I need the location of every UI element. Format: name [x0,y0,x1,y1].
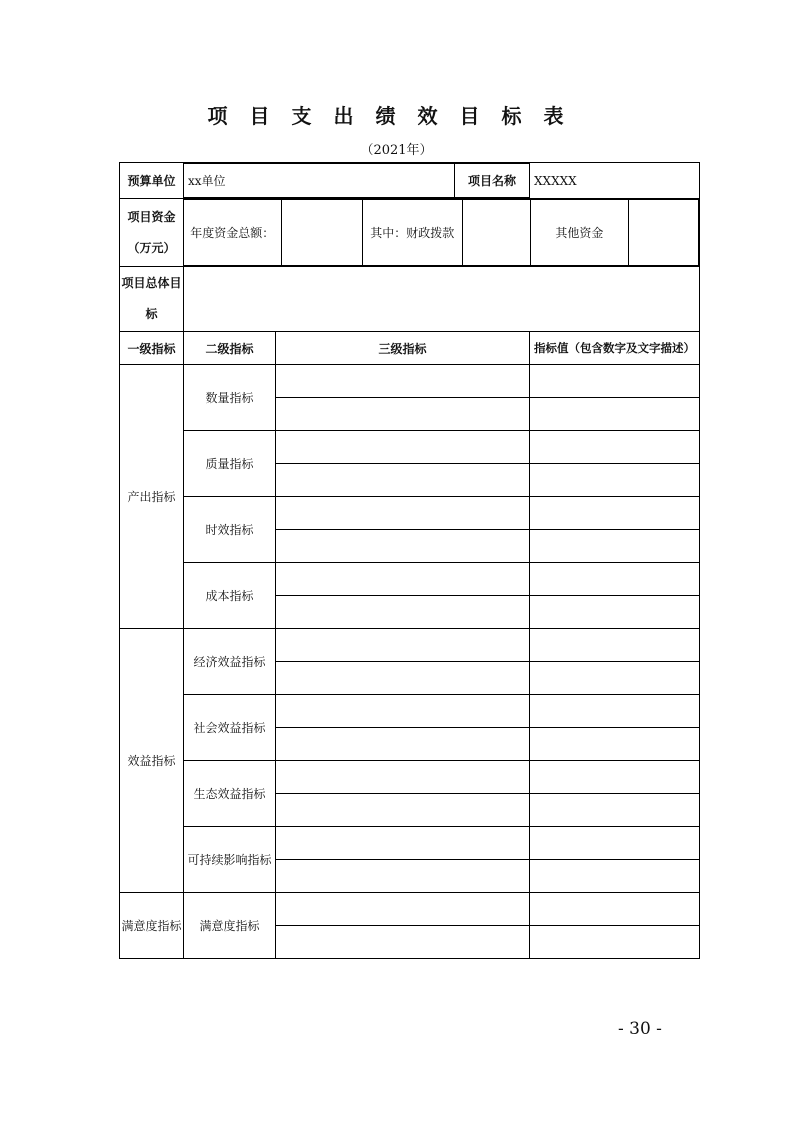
level2-indicator: 可持续影响指标 [184,827,276,893]
indicator-value-cell[interactable] [530,629,700,662]
indicator-value-cell[interactable] [530,893,700,926]
indicator-row [120,497,700,530]
level3-indicator-cell[interactable] [276,596,530,629]
level2-indicator: 成本指标 [184,563,276,629]
page-title: 项目支出绩效目标表 [207,104,586,128]
level2-indicator: 经济效益指标 [184,629,276,695]
indicator-value-cell[interactable] [530,926,700,959]
overall-goal-line1: 项目总体目 [121,276,182,290]
level2-indicator: 质量指标 [184,431,276,497]
level3-indicator-cell[interactable] [276,365,530,398]
project-name-value[interactable]: XXXXX [530,163,700,199]
level3-indicator-cell[interactable] [276,431,530,464]
annual-total-label: 年度资金总额： [184,200,281,266]
level3-indicator-cell[interactable] [276,794,530,827]
indicator-row [120,827,700,860]
level2-indicator: 时效指标 [184,497,276,563]
indicator-row [120,761,700,794]
budget-unit-row [120,163,700,199]
level2-indicator: 生态效益指标 [184,761,276,827]
other-funds-label: 其他资金 [530,200,628,266]
year-label: （2021年） [360,143,433,158]
overall-goal-line2: 标 [145,307,158,321]
indicator-value-cell[interactable] [530,761,700,794]
level3-indicator-cell[interactable] [276,464,530,497]
level1-indicator: 满意度指标 [120,893,184,959]
indicator-value-cell[interactable] [530,662,700,695]
budget-unit-label: 预算单位 [120,163,184,199]
header-value: 指标值（包含数字及文字描述） [530,332,700,365]
indicator-value-cell[interactable] [530,794,700,827]
fiscal-value[interactable] [462,200,530,266]
level3-indicator-cell[interactable] [276,926,530,959]
indicator-value-cell[interactable] [530,827,700,860]
annual-total-value[interactable] [281,200,362,266]
funds-label-line2: （万元） [127,240,176,255]
level3-indicator-cell[interactable] [276,728,530,761]
indicator-row [120,431,700,464]
header-level3: 三级指标 [276,332,530,365]
header-level1: 一级指标 [120,332,184,365]
level3-indicator-cell[interactable] [276,530,530,563]
overall-goal-label [120,267,184,332]
level3-indicator-cell[interactable] [276,398,530,431]
indicator-value-cell[interactable] [530,464,700,497]
indicator-value-cell[interactable] [530,497,700,530]
level3-indicator-cell[interactable] [276,761,530,794]
indicator-value-cell[interactable] [530,398,700,431]
indicator-row [120,629,700,662]
level1-indicator: 效益指标 [120,629,184,893]
overall-goal-row [120,267,700,332]
indicator-row [120,695,700,728]
level2-indicator: 社会效益指标 [184,695,276,761]
other-funds-value[interactable] [628,200,698,266]
overall-goal-value[interactable] [184,267,700,332]
indicator-header-row [120,332,700,365]
funds-label-line1: 项目资金 [127,209,176,224]
indicator-value-cell[interactable] [530,431,700,464]
level1-indicator: 产出指标 [120,365,184,629]
level3-indicator-cell[interactable] [276,893,530,926]
performance-goal-table [119,162,700,959]
project-name-label: 项目名称 [454,164,530,198]
indicator-value-cell[interactable] [530,695,700,728]
indicator-value-cell[interactable] [530,563,700,596]
page-number: - 30 - [618,1019,662,1039]
funds-row [120,199,700,267]
level2-indicator: 数量指标 [184,365,276,431]
indicator-row [120,365,700,398]
level2-indicator: 满意度指标 [184,893,276,959]
level3-indicator-cell[interactable] [276,662,530,695]
indicator-row [120,563,700,596]
fiscal-label: 其中：财政拨款 [362,200,462,266]
level3-indicator-cell[interactable] [276,827,530,860]
indicator-value-cell[interactable] [530,365,700,398]
level3-indicator-cell[interactable] [276,860,530,893]
funds-label [120,199,184,267]
indicator-value-cell[interactable] [530,860,700,893]
level3-indicator-cell[interactable] [276,497,530,530]
indicator-value-cell[interactable] [530,596,700,629]
indicator-value-cell[interactable] [530,530,700,563]
header-level2: 二级指标 [184,332,276,365]
level3-indicator-cell[interactable] [276,563,530,596]
budget-unit-value[interactable]: xx单位 [184,164,454,198]
level3-indicator-cell[interactable] [276,695,530,728]
level3-indicator-cell[interactable] [276,629,530,662]
indicator-row [120,893,700,926]
indicator-value-cell[interactable] [530,728,700,761]
